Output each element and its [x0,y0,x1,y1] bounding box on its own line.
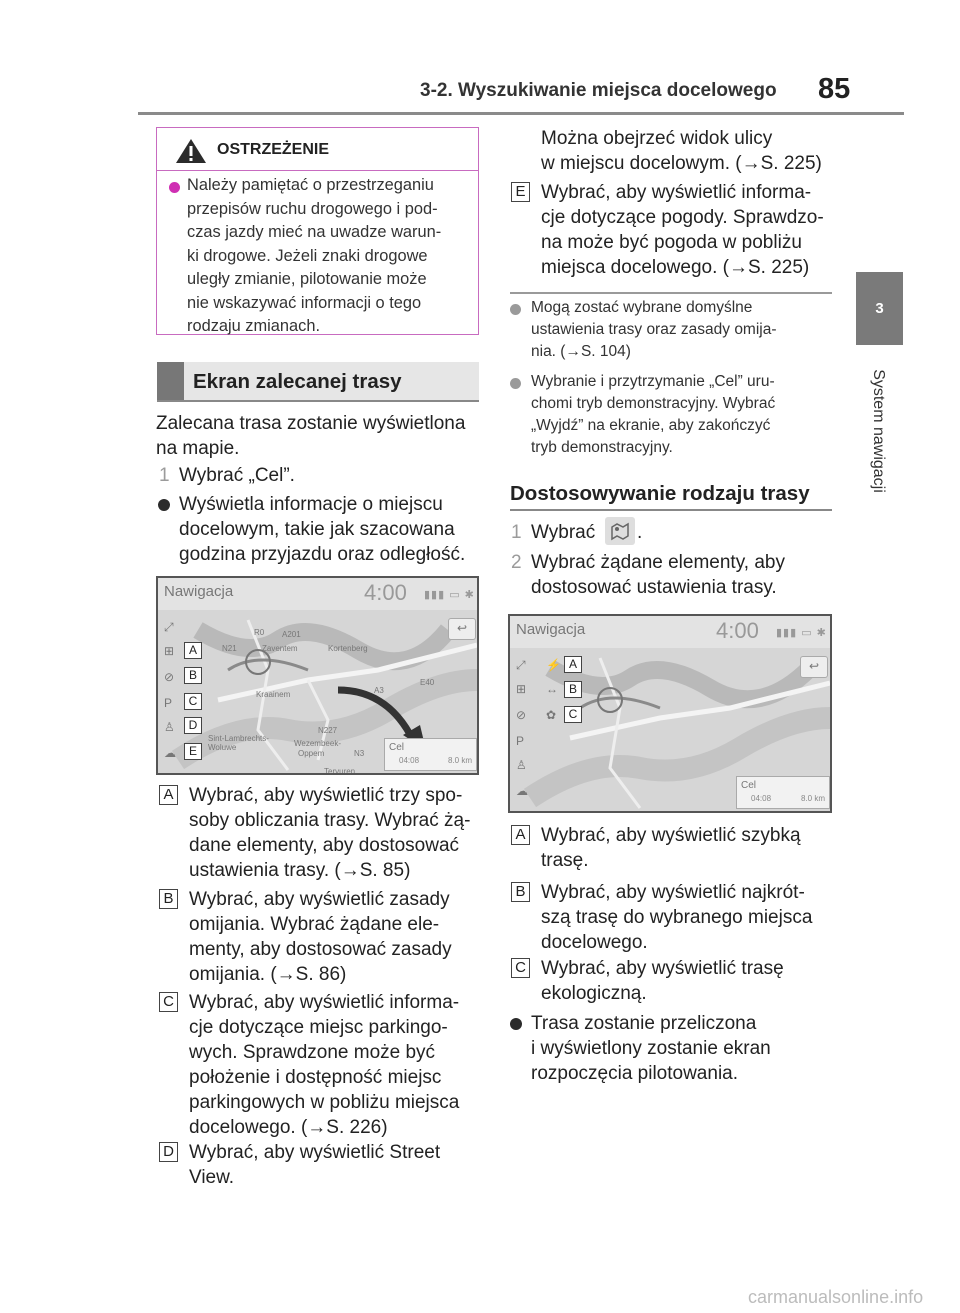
map-place: E40 [420,678,435,687]
destination-label: Cel [389,742,405,753]
bullet-dot [510,1018,522,1030]
legend-line: wych. Sprawdzone może być [189,1042,436,1063]
bullet-line: docelowym, takie jak szacowana [179,519,455,540]
legend-line: soby obliczania trasy. Wybrać żą- [189,810,471,831]
fullscreen-icon[interactable]: ⤢ [516,658,526,672]
callout-label: D [184,717,202,734]
chapter-tab-label: System nawigacji [870,369,887,493]
legend-line: Wybrać, aby wyświetlić informa- [541,182,812,203]
note-line: „Wyjdź” na ekranie, aby zakończyć [531,417,771,434]
legend-label-b: B [159,889,178,909]
section-heading-text: Ekran zalecanej trasy [193,370,402,393]
section1-intro [156,411,486,461]
short-route-icon[interactable]: ↔ [546,682,558,696]
note-bullet [510,378,521,389]
distance: 8.0 km [800,794,825,803]
screen-clock: 4:00 [716,618,759,643]
step-text-end: . [637,522,643,543]
warning-triangle-icon [175,138,207,164]
legend-line: w miejscu docelowym. (→S. 225) [541,153,822,174]
eco-route-icon[interactable]: ✿ [546,708,557,722]
legend-line: Wybrać, aby wyświetlić trzy spo- [189,785,463,806]
warning-line: uległy zmianie, pilotowanie może [187,270,427,288]
legend-text-b [189,887,489,987]
route-options-icon[interactable]: ⊞ [516,682,527,696]
legend-label-a: A [511,825,530,845]
callout-label: C [184,693,202,710]
warning-line: nie wskazywać informacji o tego [187,293,422,312]
warning-header [157,128,478,171]
legend-text-a [541,823,841,873]
legend-line: położenie i dostępność miejsc [189,1067,442,1088]
weather-icon[interactable]: ☁ [516,784,528,798]
note-line: Mogą zostać wybrane domyślne [531,299,753,316]
map-place: Kortenberg [328,644,368,653]
legend-line: trasę. [541,850,589,871]
warning-line: rodzaju zmianach. [187,317,321,335]
legend-line: dane elementy, aby dostosować [189,835,460,856]
map-place: N3 [354,749,365,758]
chapter-tab: 3 [856,272,903,345]
callout-label: C [564,706,582,723]
navigation-screen-2 [508,614,832,813]
map-place: Tervuren [324,767,356,775]
warning-line: przepisów ruchu drogowego i pod- [187,199,438,218]
legend-text-e [541,180,841,280]
page-number: 85 [818,73,851,105]
warning-box [156,127,479,335]
screen-status-icons: ▮▮▮ ▭ ✱ [424,589,475,601]
legend-line: omijania. Wybrać żądane ele- [189,914,440,935]
map-place: Zaventem [262,644,298,653]
screen-status-icons: ▮▮▮ ▭ ✱ [776,627,827,639]
legend-line: cje dotyczące pogody. Sprawdzo- [541,207,824,228]
fast-route-icon[interactable]: ⚡ [546,658,561,672]
bullet-text [531,1011,831,1086]
map-place: Oppem [298,749,325,758]
step-text: Wybrać „Cel”. [179,465,295,486]
navigation-screen-1 [156,576,479,775]
map-place: R0 [254,628,265,637]
parking-icon[interactable]: P [164,696,173,710]
note-text [531,297,831,363]
watermark: carmanualsonline.info [748,1287,924,1307]
legend-label-a: A [159,785,178,805]
legend-line: Wybrać, aby wyświetlić trasę [541,958,784,979]
callout-label: A [564,656,582,673]
legend-label-d: D [159,1142,178,1162]
warning-line: ki drogowe. Jeżeli znaki drogowe [187,246,428,265]
legend-line: View. [189,1167,235,1188]
legend-line: Wybrać, aby wyświetlić Street [189,1142,441,1163]
step-text [531,550,831,600]
screen-clock: 4:00 [364,580,407,605]
note-line: nia. (→S. 104) [531,343,631,360]
legend-line: Można obejrzeć widok ulicy [541,128,773,149]
warning-text [187,174,469,339]
legend-line: ekologiczną. [541,983,647,1004]
legend-text-c [541,956,841,1006]
map-place: Sint-Lambrechts- [208,734,269,743]
bullet-line: rozpoczęcia pilotowania. [531,1063,739,1084]
note-line: Wybranie i przytrzymanie „Cel” uru- [531,373,775,390]
back-button[interactable]: ↩ [448,618,476,640]
destination-panel[interactable] [736,776,830,809]
legend-label-e: E [511,182,530,202]
legend-label-c: C [159,992,178,1012]
legend-line: szą trasę do wybranego miejsca [541,907,813,928]
legend-line: Wybrać, aby wyświetlić szybką [541,825,801,846]
weather-icon[interactable]: ☁ [164,746,176,760]
chapter-tab-label-wrap [867,358,889,508]
section-heading-recommended-route [157,362,479,402]
intro-line: na mapie. [156,438,240,459]
section-heading-bar [157,362,184,400]
legend-line: Wybrać, aby wyświetlić najkrót- [541,882,805,903]
map-place: N21 [222,644,237,653]
legend-line: omijania. (→S. 86) [189,964,347,985]
legend-line: na może być pogoda w pobliżu [541,232,802,253]
section-header-title: 3-2. Wyszukiwanie miejsca docelowego [420,80,777,101]
bullet-dot [158,499,170,511]
fullscreen-icon[interactable]: ⤢ [164,620,174,634]
section-heading-route-type [510,475,832,511]
legend-line: Wybrać, aby wyświetlić informa- [189,992,460,1013]
step-number: 1 [511,522,522,543]
note-line: chomi tryb demonstracyjny. Wybrać [531,395,776,412]
map-place: Kraainem [256,690,291,699]
notes-divider [510,292,832,294]
legend-label-c: C [511,958,530,978]
step-text: Wybrać [531,522,596,543]
step-line: dostosować ustawienia trasy. [531,577,777,598]
step-number: 1 [159,465,170,486]
bullet-text [179,492,489,567]
bullet-line: i wyświetlony zostanie ekran [531,1038,771,1059]
distance: 8.0 km [447,756,472,765]
intro-line: Zalecana trasa zostanie wyświetlona [156,413,466,434]
route-options-icon [605,517,635,545]
step-line: Wybrać żądane elementy, aby [531,552,785,573]
legend-line: ustawienia trasy. (→S. 85) [189,860,411,881]
legend-line: miejsca docelowego. (→S. 225) [541,257,810,278]
legend-text-d-continued [541,126,841,176]
note-bullet [510,304,521,315]
warning-line: czas jazdy mieć na uwadze warun- [187,223,442,241]
legend-line: Wybrać, aby wyświetlić zasady [189,889,450,910]
route-options-button-icon[interactable] [605,517,635,545]
legend-text-b [541,880,841,955]
warning-bullet [169,182,180,193]
legend-text-c [189,990,489,1140]
map-place: A3 [374,686,384,695]
legend-line: docelowego. [541,932,648,953]
bullet-line: Wyświetla informacje o miejscu [179,494,443,515]
destination-panel[interactable] [384,738,477,771]
note-line: tryb demonstracyjny. [531,439,673,456]
avoid-icon[interactable]: ⊘ [164,670,175,684]
note-text [531,371,831,459]
legend-label-b: B [511,882,530,902]
map-place: A201 [282,630,301,639]
section-heading-text: Dostosowywanie rodzaju trasy [510,482,810,505]
arrival-time: 04:08 [399,756,420,765]
callout-label: B [564,681,582,698]
warning-line: Należy pamiętać o przestrzeganiu [187,176,434,194]
legend-text-a [189,783,489,883]
bullet-line: godzina przyjazdu oraz odległość. [179,544,466,565]
callout-label: A [184,642,202,659]
step-number: 2 [511,552,522,573]
header-divider [138,112,904,115]
bullet-line: Trasa zostanie przeliczona [531,1013,757,1034]
callout-label: B [184,667,202,684]
legend-text-d [189,1140,489,1190]
warning-title: OSTRZEŻENIE [217,141,330,158]
street-view-icon[interactable]: ♙ [164,720,175,734]
screen-title: Nawigacja [516,621,586,638]
route-options-icon[interactable]: ⊞ [164,644,175,658]
destination-label: Cel [741,780,757,791]
arrival-time: 04:08 [751,794,772,803]
screen-title: Nawigacja [164,583,234,600]
legend-line: parkingowych w pobliżu miejsca [189,1092,460,1113]
map-place: Wezembeek- [294,739,341,748]
map-place: Woluwe [208,743,237,752]
legend-line: menty, aby dostosować zasady [189,939,452,960]
parking-icon[interactable]: P [516,734,525,748]
avoid-icon[interactable]: ⊘ [516,708,527,722]
back-button[interactable]: ↩ [800,656,828,678]
legend-line: docelowego. (→S. 226) [189,1117,388,1138]
street-view-icon[interactable]: ♙ [516,758,527,772]
note-line: ustawienia trasy oraz zasady omija- [531,321,777,338]
callout-label: E [184,743,202,760]
map-place: N227 [318,726,338,735]
legend-line: cje dotyczące miejsc parkingo- [189,1017,448,1038]
